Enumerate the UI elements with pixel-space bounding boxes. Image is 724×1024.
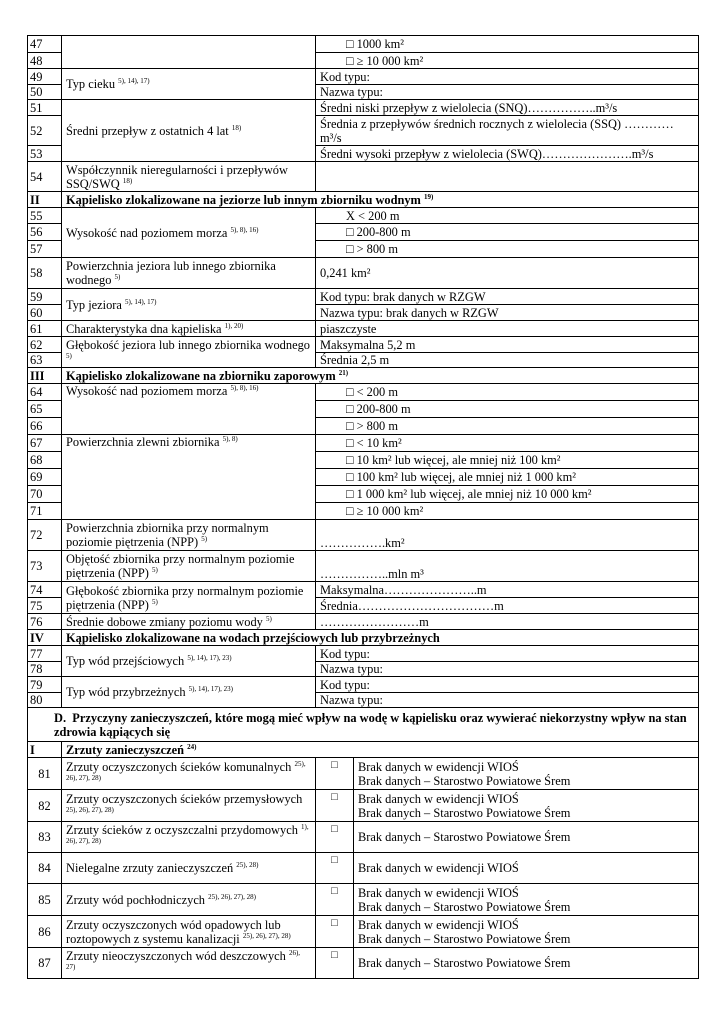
label-text: Średni przepływ z ostatnich 4 lat bbox=[66, 123, 229, 138]
footnote-ref: 5), 8), 16) bbox=[230, 225, 259, 234]
checkbox[interactable]: □ bbox=[316, 758, 354, 790]
label-text: Wysokość nad poziomem morza bbox=[66, 384, 228, 398]
footnote-ref: 5), 8), 16) bbox=[230, 384, 259, 392]
section-header bbox=[28, 742, 699, 758]
table-row bbox=[28, 916, 699, 948]
value-line: Brak danych w ewidencji WIOŚ bbox=[358, 791, 519, 806]
row-label bbox=[62, 758, 316, 790]
row-value: □ 200-800 m bbox=[316, 401, 699, 418]
section-d-title bbox=[28, 708, 699, 742]
label-text: Zrzuty nieoczyszczonych wód deszczowych bbox=[66, 949, 286, 963]
row-value: Kod typu: brak danych w RZGW bbox=[316, 289, 699, 305]
row-number: 47 bbox=[28, 36, 62, 53]
label-text: Zrzuty oczyszczonych ścieków przemysłowych bbox=[66, 791, 303, 806]
row-number: 85 bbox=[28, 884, 62, 916]
row-value: Nazwa typu: bbox=[316, 662, 699, 677]
section-title bbox=[62, 742, 699, 758]
footnote-ref: 18) bbox=[122, 176, 133, 185]
row-number: 48 bbox=[28, 53, 62, 69]
row-label bbox=[62, 435, 316, 520]
table-row bbox=[28, 853, 699, 884]
row-number: 71 bbox=[28, 503, 62, 520]
row-number: 57 bbox=[28, 241, 62, 258]
label-text: Zrzuty oczyszczonych ścieków komunalnych bbox=[66, 759, 292, 774]
row-number: 69 bbox=[28, 469, 62, 486]
row-number: 70 bbox=[28, 486, 62, 503]
row-value: □ 10 km² lub więcej, ale mniej niż 100 km² bbox=[316, 452, 699, 469]
row-label bbox=[62, 337, 316, 368]
row-number: 81 bbox=[28, 758, 62, 790]
row-number: 83 bbox=[28, 822, 62, 853]
label-text: Głębokość zbiornika przy normalnym poziomie piętrzenia (NPP) bbox=[66, 583, 304, 612]
row-number: 82 bbox=[28, 790, 62, 822]
row-number: 64 bbox=[28, 384, 62, 401]
footnote-ref: 5), 14), 17) bbox=[118, 77, 150, 85]
row-value: Brak danych – Starostwo Powiatowe Śrem bbox=[354, 822, 699, 853]
row-label bbox=[62, 916, 316, 948]
footnote-ref: 5), 8) bbox=[222, 435, 238, 443]
table-row bbox=[28, 258, 699, 289]
row-value: □ < 200 m bbox=[316, 384, 699, 401]
row-value bbox=[354, 758, 699, 790]
row-value: Kod typu: bbox=[316, 677, 699, 693]
row-label bbox=[62, 321, 316, 337]
row-number: 67 bbox=[28, 435, 62, 452]
row-value: ……………..mln m³ bbox=[316, 551, 699, 582]
table-row bbox=[28, 646, 699, 662]
table-row bbox=[28, 948, 699, 979]
row-value: Maksymalna 5,2 m bbox=[316, 337, 699, 353]
section-header-d bbox=[28, 708, 699, 742]
row-label bbox=[62, 162, 316, 192]
row-value: □ 1000 km² bbox=[316, 36, 699, 53]
row-value: □ 1 000 km² lub więcej, ale mniej niż 10 000 km² bbox=[316, 486, 699, 503]
row-value: piaszczyste bbox=[316, 321, 699, 337]
row-number: 68 bbox=[28, 452, 62, 469]
section-header bbox=[28, 630, 699, 646]
checkbox[interactable]: □ bbox=[316, 916, 354, 948]
table-row bbox=[28, 614, 699, 630]
row-label bbox=[62, 100, 316, 162]
row-label bbox=[62, 258, 316, 289]
table-row bbox=[28, 790, 699, 822]
footnote-ref: 5), 14), 17) bbox=[125, 297, 157, 306]
row-value: Średnia z przepływów średnich rocznych z wielolecia (SSQ) …………m³/s bbox=[316, 116, 699, 146]
section-title-text: Kąpielisko zlokalizowane na zbiorniku zaporowym bbox=[66, 368, 336, 383]
table-row bbox=[28, 162, 699, 192]
value-line: Brak danych – Starostwo Powiatowe Śrem bbox=[358, 773, 571, 788]
row-label bbox=[62, 69, 316, 100]
row-number: 73 bbox=[28, 551, 62, 582]
row-label bbox=[62, 790, 316, 822]
row-number: 58 bbox=[28, 258, 62, 289]
footnote-ref: 25), 26), 27), 28) bbox=[66, 759, 306, 782]
row-number: 50 bbox=[28, 85, 62, 100]
row-number: 53 bbox=[28, 146, 62, 162]
label-text: Głębokość jeziora lub innego zbiornika wodnego bbox=[66, 338, 310, 352]
row-label bbox=[62, 948, 316, 979]
checkbox[interactable]: □ bbox=[316, 822, 354, 853]
value-line: Brak danych w ewidencji WIOŚ bbox=[358, 917, 519, 932]
row-number: 74 bbox=[28, 582, 62, 598]
row-value: …………….km² bbox=[316, 520, 699, 551]
value-line: Brak danych – Starostwo Powiatowe Śrem bbox=[358, 805, 571, 820]
row-number: 77 bbox=[28, 646, 62, 662]
table-row bbox=[28, 677, 699, 693]
row-value: Średnia……………………………m bbox=[316, 598, 699, 614]
value-line: Brak danych w ewidencji WIOŚ bbox=[358, 759, 519, 774]
row-value: ……………………m bbox=[316, 614, 699, 630]
row-value: □ 100 km² lub więcej, ale mniej niż 1 000 km² bbox=[316, 469, 699, 486]
table-row bbox=[28, 337, 699, 353]
label-text: Zrzuty ścieków z oczyszczalni przydomowych bbox=[66, 823, 298, 837]
label-text: Typ wód przejściowych bbox=[66, 654, 185, 668]
section-number: IV bbox=[28, 630, 62, 646]
checkbox[interactable]: □ bbox=[316, 884, 354, 916]
row-number: 52 bbox=[28, 116, 62, 146]
footnote-ref: 24) bbox=[187, 742, 197, 751]
row-number: 76 bbox=[28, 614, 62, 630]
row-label bbox=[62, 822, 316, 853]
label-text: Współczynnik nieregularności i przepływów SSQ/SWQ bbox=[66, 162, 288, 191]
row-value: □ 200-800 m bbox=[316, 224, 699, 241]
section-number: II bbox=[28, 192, 62, 208]
table-row bbox=[28, 758, 699, 790]
table-row bbox=[28, 822, 699, 853]
label-text: Średnie dobowe zmiany poziomu wody bbox=[66, 614, 263, 629]
footnote-ref: 1), 26), 27), 28) bbox=[66, 823, 309, 845]
row-label bbox=[62, 884, 316, 916]
footnote-ref: 5) bbox=[152, 566, 158, 574]
footnote-ref: 21) bbox=[338, 368, 349, 377]
label-text: Powierzchnia zlewni zbiornika bbox=[66, 435, 220, 449]
form-table bbox=[27, 35, 699, 979]
row-number: 49 bbox=[28, 69, 62, 85]
value-line: Brak danych w ewidencji WIOŚ bbox=[358, 885, 519, 900]
row-value: X < 200 m bbox=[316, 208, 699, 224]
row-value: Brak danych – Starostwo Powiatowe Śrem bbox=[354, 948, 699, 979]
row-label bbox=[62, 853, 316, 884]
row-number: 60 bbox=[28, 305, 62, 321]
footnote-ref: 19) bbox=[424, 192, 434, 201]
section-title bbox=[62, 192, 699, 208]
row-value: Średni niski przepływ z wielolecia (SNQ)……………..m³/s bbox=[316, 100, 699, 116]
row-number: 62 bbox=[28, 337, 62, 353]
row-number: 54 bbox=[28, 162, 62, 192]
row-number: 56 bbox=[28, 224, 62, 241]
table-row bbox=[28, 520, 699, 551]
footnote-ref: 25), 26), 27), 28) bbox=[66, 805, 114, 814]
row-label bbox=[62, 208, 316, 258]
footnote-ref: 5) bbox=[152, 597, 158, 606]
row-number: 84 bbox=[28, 853, 62, 884]
label-text: Typ wód przybrzeżnych bbox=[66, 685, 186, 699]
row-number: 78 bbox=[28, 662, 62, 677]
row-value: Nazwa typu: bbox=[316, 85, 699, 100]
row-value: Nazwa typu: brak danych w RZGW bbox=[316, 305, 699, 321]
footnote-ref: 5) bbox=[114, 273, 121, 281]
row-value: Nazwa typu: bbox=[316, 693, 699, 708]
section-title: Kąpielisko zlokalizowane na wodach przejściowych lub przybrzeżnych bbox=[62, 630, 699, 646]
row-label bbox=[62, 289, 316, 321]
label-text: Powierzchnia zbiornika przy normalnym poziomie piętrzenia (NPP) bbox=[66, 521, 269, 549]
row-label bbox=[62, 646, 316, 677]
section-title bbox=[62, 368, 699, 384]
footnote-ref: 5), 14), 17), 23) bbox=[188, 685, 233, 693]
row-label bbox=[62, 582, 316, 614]
label-text: Zrzuty wód pochłodniczych bbox=[66, 892, 206, 907]
footnote-ref: 26), 27) bbox=[66, 949, 301, 971]
footnote-ref: 25), 28) bbox=[236, 861, 259, 869]
label-text: Zrzuty oczyszczonych wód opadowych lub roztopowych z systemu kanalizacji bbox=[66, 917, 281, 946]
footnote-ref: 1), 20) bbox=[224, 321, 244, 330]
table-row bbox=[28, 435, 699, 452]
row-number: 80 bbox=[28, 693, 62, 708]
table-row bbox=[28, 289, 699, 305]
row-number: 79 bbox=[28, 677, 62, 693]
section-header bbox=[28, 368, 699, 384]
label-text: Charakterystyka dna kąpieliska bbox=[66, 321, 222, 336]
section-title-text: Zrzuty zanieczyszczeń bbox=[66, 742, 185, 757]
value-line: Brak danych – Starostwo Powiatowe Śrem bbox=[358, 931, 571, 946]
row-label bbox=[62, 677, 316, 708]
table-row bbox=[28, 100, 699, 116]
section-letter: D. bbox=[54, 710, 67, 725]
row-label bbox=[62, 36, 316, 69]
table-row bbox=[28, 582, 699, 598]
checkbox[interactable]: □ bbox=[316, 948, 354, 979]
table-row bbox=[28, 384, 699, 401]
row-number: 86 bbox=[28, 916, 62, 948]
row-label bbox=[62, 614, 316, 630]
row-number: 61 bbox=[28, 321, 62, 337]
table-row bbox=[28, 551, 699, 582]
table-row bbox=[28, 36, 699, 53]
table-row bbox=[28, 321, 699, 337]
row-value bbox=[354, 884, 699, 916]
row-value bbox=[354, 916, 699, 948]
row-value: Kod typu: bbox=[316, 69, 699, 85]
label-text: Typ jeziora bbox=[66, 297, 122, 312]
row-number: 65 bbox=[28, 401, 62, 418]
row-number: 75 bbox=[28, 598, 62, 614]
section-number: I bbox=[28, 742, 62, 758]
checkbox[interactable]: □ bbox=[316, 790, 354, 822]
footnote-ref: 25), 26), 27), 28) bbox=[208, 892, 256, 901]
row-value: Brak danych w ewidencji WIOŚ bbox=[354, 853, 699, 884]
row-value: Kod typu: bbox=[316, 646, 699, 662]
label-text: Nielegalne zrzuty zanieczyszczeń bbox=[66, 861, 234, 875]
row-number: 87 bbox=[28, 948, 62, 979]
footnote-ref: 25), 26), 27), 28) bbox=[242, 931, 291, 940]
row-label bbox=[62, 520, 316, 551]
footnote-ref: 5) bbox=[201, 535, 208, 543]
value-line: Brak danych – Starostwo Powiatowe Śrem bbox=[358, 899, 571, 914]
row-value: 0,241 km² bbox=[316, 258, 699, 289]
row-value: Średni wysoki przepływ z wielolecia (SWQ)………………….m³/s bbox=[316, 146, 699, 162]
section-title-text: Kąpielisko zlokalizowane na jeziorze lub innym zbiorniku wodnym bbox=[66, 192, 421, 207]
label-text: Typ cieku bbox=[66, 77, 116, 91]
section-header bbox=[28, 192, 699, 208]
footnote-ref: 5) bbox=[66, 352, 72, 360]
label-text: Powierzchnia jeziora lub innego zbiornika wodnego bbox=[66, 259, 276, 287]
row-value: Maksymalna…………………..m bbox=[316, 582, 699, 598]
row-value: □ ≥ 10 000 km² bbox=[316, 503, 699, 520]
row-label bbox=[62, 551, 316, 582]
row-number: 72 bbox=[28, 520, 62, 551]
footnote-ref: 18) bbox=[231, 123, 242, 132]
table-row bbox=[28, 69, 699, 85]
row-value: Średnia 2,5 m bbox=[316, 353, 699, 368]
footnote-ref: 5), 14), 17), 23) bbox=[187, 654, 232, 662]
row-value bbox=[316, 162, 699, 192]
row-value bbox=[354, 790, 699, 822]
row-number: 66 bbox=[28, 418, 62, 435]
row-label bbox=[62, 384, 316, 435]
table-row bbox=[28, 884, 699, 916]
footnote-ref: 5) bbox=[265, 614, 272, 623]
section-number: III bbox=[28, 368, 62, 384]
table-row bbox=[28, 208, 699, 224]
label-text: Wysokość nad poziomem morza bbox=[66, 225, 228, 240]
row-number: 63 bbox=[28, 353, 62, 368]
row-value: □ < 10 km² bbox=[316, 435, 699, 452]
row-number: 55 bbox=[28, 208, 62, 224]
checkbox[interactable]: □ bbox=[316, 853, 354, 884]
section-title-text: Przyczyny zanieczyszczeń, które mogą mieć wpływ na wodę w kąpielisku oraz wywierać niekorzystny wpływ na stan zdrowia kąpiących się bbox=[54, 710, 687, 739]
row-value: □ > 800 m bbox=[316, 241, 699, 258]
row-number: 59 bbox=[28, 289, 62, 305]
row-value: □ ≥ 10 000 km² bbox=[316, 53, 699, 69]
row-number: 51 bbox=[28, 100, 62, 116]
label-text: Objętość zbiornika przy normalnym poziomie piętrzenia (NPP) bbox=[66, 552, 295, 580]
row-value: □ > 800 m bbox=[316, 418, 699, 435]
